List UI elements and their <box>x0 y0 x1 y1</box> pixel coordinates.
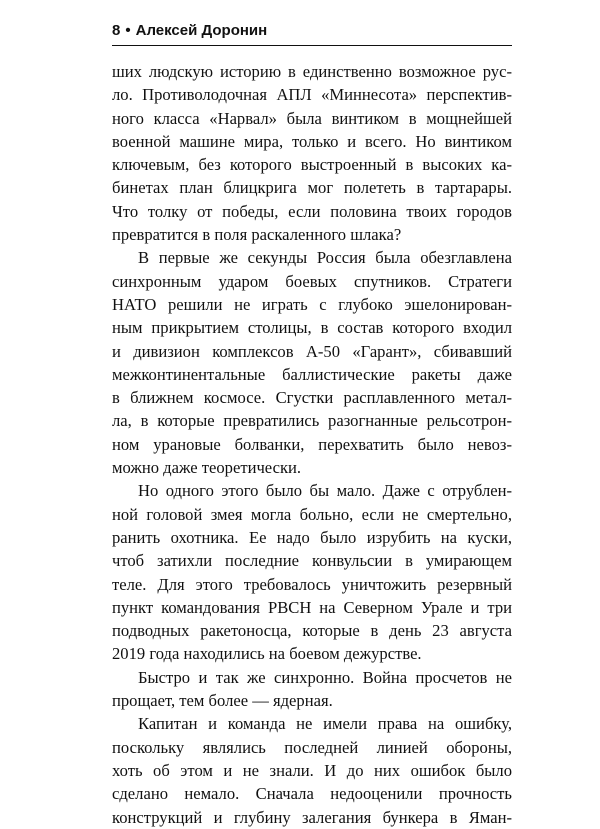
text-line: ключевым, без которого выстроенный в высоких ка- <box>112 155 512 175</box>
text-line: ло. Противолодочная АПЛ «Миннесота» перспектив- <box>112 85 512 105</box>
text-line: бинетах план блицкрига мог полететь в тартарары. <box>112 178 512 198</box>
text-line: военной машине мира, только и всего. Но винтиком <box>112 131 512 151</box>
text-line: чтоб затихли последние конвульсии в умирающем <box>112 551 512 571</box>
text-line: Быстро и так же синхронно. Война просчетов не <box>138 667 512 687</box>
text-line: НАТО решили не играть с глубоко эшелонирован- <box>112 294 512 314</box>
text-line: ной головой змея могла больно, если не смертельно, <box>112 504 512 524</box>
text-line: в ближнем космосе. Сгустки расплавленного метал- <box>112 388 512 408</box>
body-text <box>112 60 512 829</box>
text-line: ным прикрытием столицы, в состав которого входил <box>112 318 512 338</box>
text-line: пункт командования РВСН на Северном Урале и три <box>112 597 512 617</box>
author-name: Алексей Доронин <box>135 22 268 39</box>
text-line: В первые же секунды Россия была обезглавлена <box>138 248 512 268</box>
text-line: конструкций и глубину залегания бункера в Яман- <box>112 807 512 827</box>
text-line: ного класса «Нарвал» была винтиком в мощнейшей <box>112 108 512 128</box>
text-line: ранить охотника. Ее надо было изрубить на куски, <box>112 527 512 547</box>
text-line: Что толку от победы, если половина твоих городов <box>112 201 512 221</box>
text-line: Капитан и команда не имели права на ошибку, <box>138 714 512 734</box>
paragraph <box>112 666 512 713</box>
text-line: теле. Для этого требовалось уничтожить резервный <box>112 574 512 594</box>
text-line: ших людскую историю в единственно возможное рус- <box>112 62 512 81</box>
page-number: 8 <box>112 22 121 39</box>
book-page <box>112 22 512 829</box>
paragraph <box>112 60 512 246</box>
text-line: сделано немало. Сначала недооценили прочность <box>112 784 512 804</box>
text-line: межконтинентальные баллистические ракеты даже <box>112 364 512 384</box>
header-rule <box>112 45 512 46</box>
text-line: Но одного этого было бы мало. Даже с отрублен- <box>138 481 512 501</box>
running-header <box>112 22 512 40</box>
paragraph <box>112 246 512 479</box>
header-separator: • <box>125 22 131 39</box>
text-line: ла, в которые превратились разогнанные рельсотрон- <box>112 411 512 431</box>
text-line: и дивизион комплексов А-50 «Гарант», сбивавший <box>112 341 512 361</box>
text-line: ном урановые болванки, перехватить было невоз- <box>112 434 512 454</box>
text-line: хоть об этом и не знали. И до них ошибок было <box>112 760 512 780</box>
text-line: можно даже теоретически. <box>112 458 302 478</box>
text-line: подводных ракетоносца, которые в день 23 августа <box>112 621 512 641</box>
paragraph <box>112 712 512 828</box>
text-line: синхронным ударом боевых спутников. Стратеги <box>112 271 512 291</box>
paragraph <box>112 479 512 665</box>
text-line: прощает, тем более — ядерная. <box>112 691 333 711</box>
text-line: поскольку являлись последней линией обороны, <box>112 737 512 757</box>
text-line: 2019 года находились на боевом дежурстве. <box>112 644 422 664</box>
text-line: превратится в поля раскаленного шлака? <box>112 225 402 245</box>
